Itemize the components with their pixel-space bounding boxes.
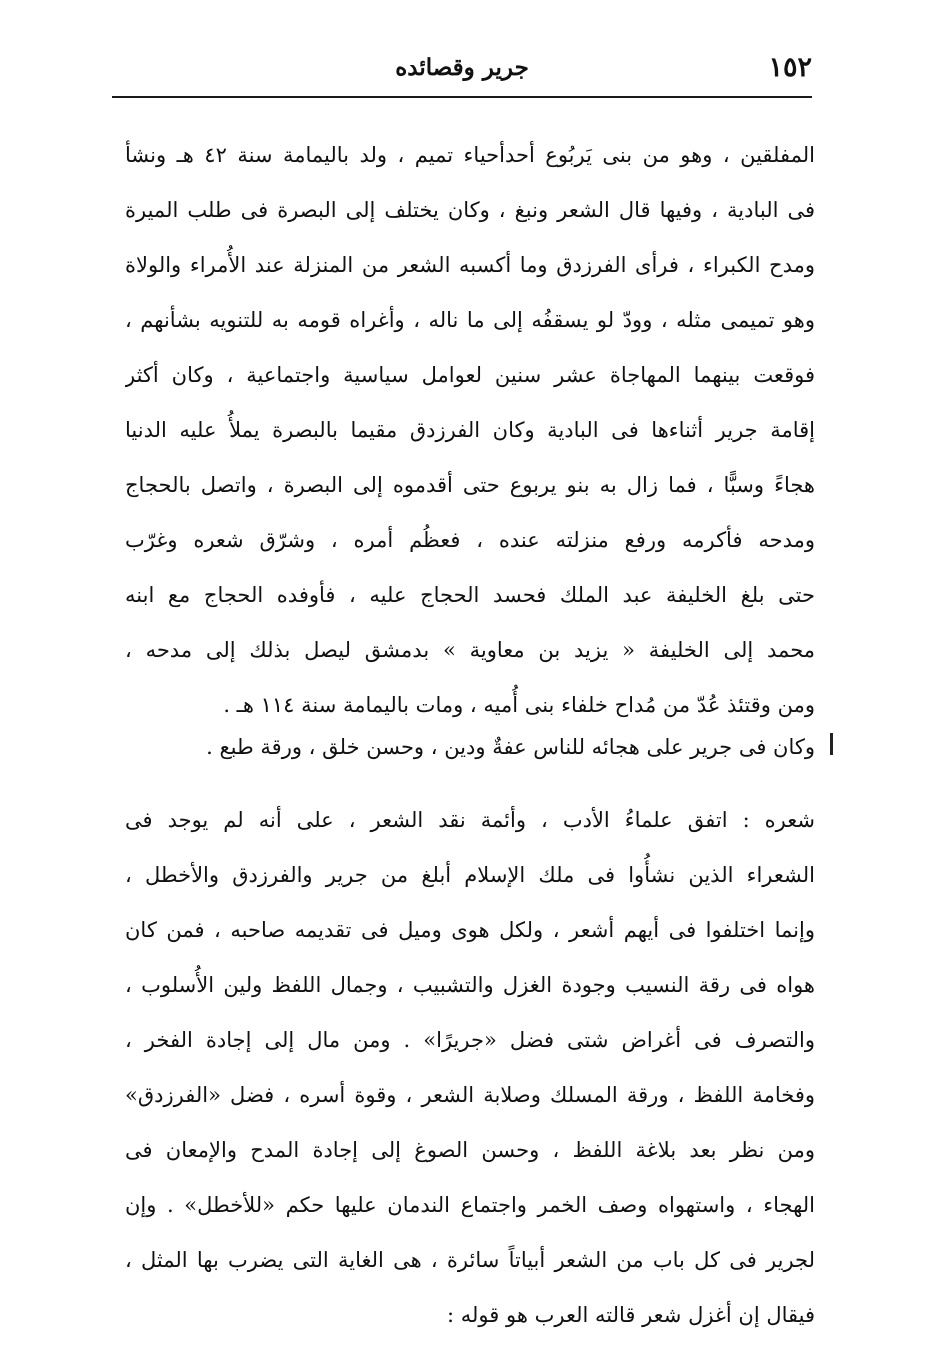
- text-line: إقامة جرير أثناءها فى البادية وكان الفرزدق مقيما بالبصرة يملأُ عليه الدنيا: [125, 418, 815, 442]
- text-line: لجرير فى كل باب من الشعر أبياتاً سائرة ، هى الغاية التى يضرب بها المثل ،: [125, 1248, 815, 1272]
- text-line: وفخامة اللفظ ، ورقة المسلك وصلابة الشعر ، وقوة أسره ، فضل «الفرزدق»: [125, 1083, 815, 1107]
- paragraph-biography: [125, 128, 815, 733]
- header-rule: [112, 96, 812, 98]
- margin-mark: [826, 733, 833, 755]
- text-line: هواه فى رقة النسيب وجودة الغزل والتشبيب ، وجمال اللفظ ولين الأُسلوب ،: [125, 973, 815, 997]
- text-line: وكان فى جرير على هجائه للناس عفةٌ ودين ، وحسن خلق ، ورقة طبع .: [206, 735, 815, 759]
- text-line: فوقعت بينهما المهاجاة عشر سنين لعوامل سياسية واجتماعية ، وكان أكثر: [125, 363, 815, 387]
- text-line: وهو تميمى مثله ، وودّ لو يسقفُه إلى ما ناله ، وأغراه قومه به للتنويه بشأنهم ،: [125, 308, 815, 332]
- text-line: هجاءً وسبًّا ، فما زال به بنو يربوع حتى أقدموه إلى البصرة ، واتصل بالحجاج: [125, 473, 815, 497]
- page-number: ١٥٢: [768, 52, 812, 83]
- text-line: وإنما اختلفوا فى أيهم أشعر ، ولكل هوى وميل فى تقديمه صاحبه ، فمن كان: [125, 918, 815, 942]
- paragraph-character: [125, 720, 815, 775]
- running-title: جرير وقصائده: [395, 54, 529, 81]
- text-line: محمد إلى الخليفة « يزيد بن معاوية » بدمشق ليصل بذلك إلى مدحه ،: [125, 638, 815, 662]
- text-line: فى البادية ، وفيها قال الشعر ونبغ ، وكان يختلف إلى البصرة فى طلب الميرة: [125, 198, 815, 222]
- text-line: ومن وقتئذ عُدّ من مُداح خلفاء بنى أُميه ، ومات باليمامة سنة ١١٤ هـ .: [223, 693, 815, 717]
- text-line: حتى بلغ الخليفة عبد الملك فحسد الحجاج عليه ، فأوفده الحجاج مع ابنه: [125, 583, 815, 607]
- running-header: [112, 50, 812, 90]
- text-line: والتصرف فى أغراض شتى فضل «جريرًا» . ومن مال إلى إجادة الفخر ،: [125, 1028, 815, 1052]
- text-line: المفلقين ، وهو من بنى يَربُوع أحدأحياء تميم ، ولد باليمامة سنة ٤٢ هـ ونشأ: [125, 143, 815, 167]
- text-line: ومن نظر بعد بلاغة اللفظ ، وحسن الصوغ إلى إجادة المدح والإمعان فى: [125, 1138, 815, 1162]
- text-line: فيقال إن أغزل شعر قالته العرب هو قوله :: [447, 1303, 815, 1327]
- text-line: الهجاء ، واستهواه وصف الخمر واجتماع الندمان عليها حكم «للأخطل» . وإن: [125, 1193, 815, 1217]
- text-line: ومدح الكبراء ، فرأى الفرزدق وما أكسبه الشعر من المنزلة عند الأُمراء والولاة: [125, 253, 815, 277]
- text-line: شعره : اتفق علماءُ الأدب ، وأئمة نقد الشعر ، على أنه لم يوجد فى: [125, 808, 815, 832]
- paragraph-poetry: [125, 793, 815, 1343]
- text-line: الشعراء الذين نشأُوا فى ملك الإسلام أبلغ من جرير والفرزدق والأخطل ،: [125, 863, 815, 887]
- text-line: ومدحه فأكرمه ورفع منزلته عنده ، فعظُم أمره ، وشرّق شعره وغرّب: [125, 528, 815, 552]
